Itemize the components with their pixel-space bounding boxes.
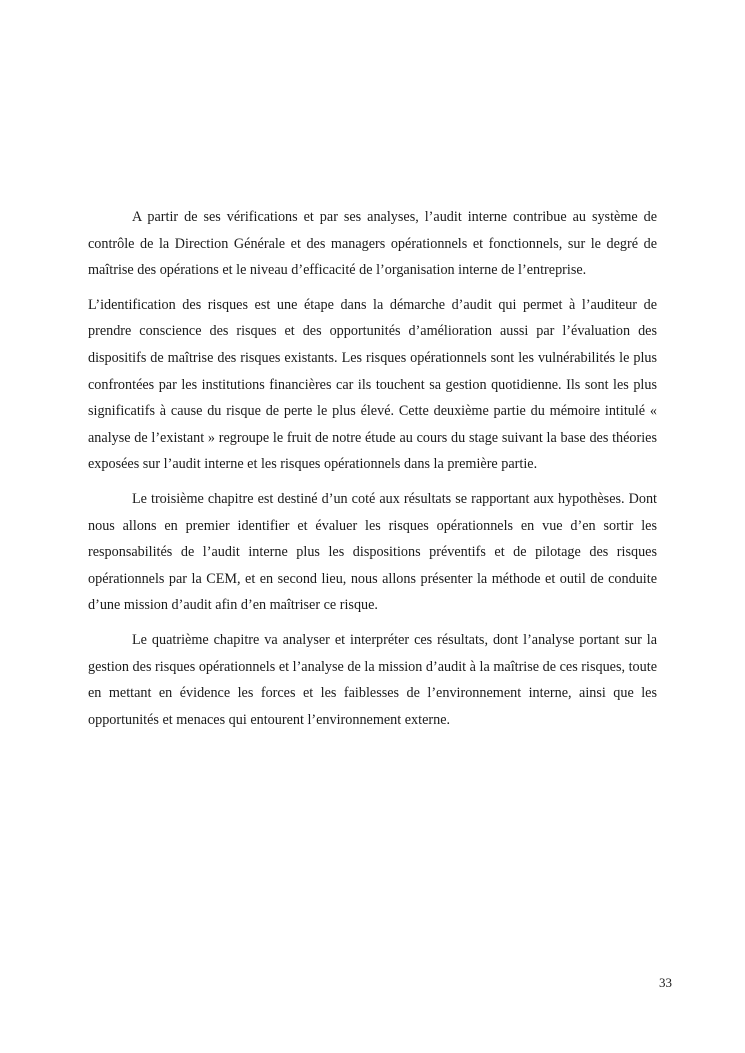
body-text (88, 204, 657, 741)
paragraph-chapter-three: Le troisième chapitre est destiné d’un coté aux résultats se rapportant aux hypothèses. Dont nous allons en premier identifier et évaluer les risques opérationnels en vue d’en sortir les responsabilités de l’audit interne plus les dispositions préventifs et de pilotage des risques opérationnels par la CEM, et en second lieu, nous allons présenter la méthode et outil de conduite d’une mission d’audit afin d’en maîtriser ce risque. (88, 490, 657, 614)
paragraph-chapter-four: Le quatrième chapitre va analyser et interpréter ces résultats, dont l’analyse portant sur la gestion des risques opérationnels et l’analyse de la mission d’audit à la maîtrise de ces risques, toute en mettant en évidence les forces et les faiblesses de l’environnement interne, ainsi que les opportunités et menaces qui entourent l’environnement externe. (88, 631, 657, 728)
paragraph-intro: A partir de ses vérifications et par ses analyses, l’audit interne contribue au système de contrôle de la Direction Générale et des managers opérationnels et fonctionnels, sur le degré de maîtrise des opérations et le niveau d’efficacité de l’organisation interne de l’entreprise. (88, 209, 657, 279)
page-number: 33 (659, 975, 672, 990)
paragraph-risk-identification: L’identification des risques est une étape dans la démarche d’audit qui permet à l’auditeur de prendre conscience des risques et des opportunités d’amélioration aussi par l’évaluation des dispositifs de maîtrise des risques existants. Les risques opérationnels sont les vulnérabilités le plus confrontées par les institutions financières car ils touchent sa gestion quotidienne. Ils sont les plus significatifs à cause du risque de perte le plus élevé. Cette deuxième partie du mémoire intitulé « analyse de l’existant » regroupe le fruit de notre étude au cours du stage suivant la base des théories exposées sur l’audit interne et les risques opérationnels dans la première partie. (88, 296, 657, 473)
